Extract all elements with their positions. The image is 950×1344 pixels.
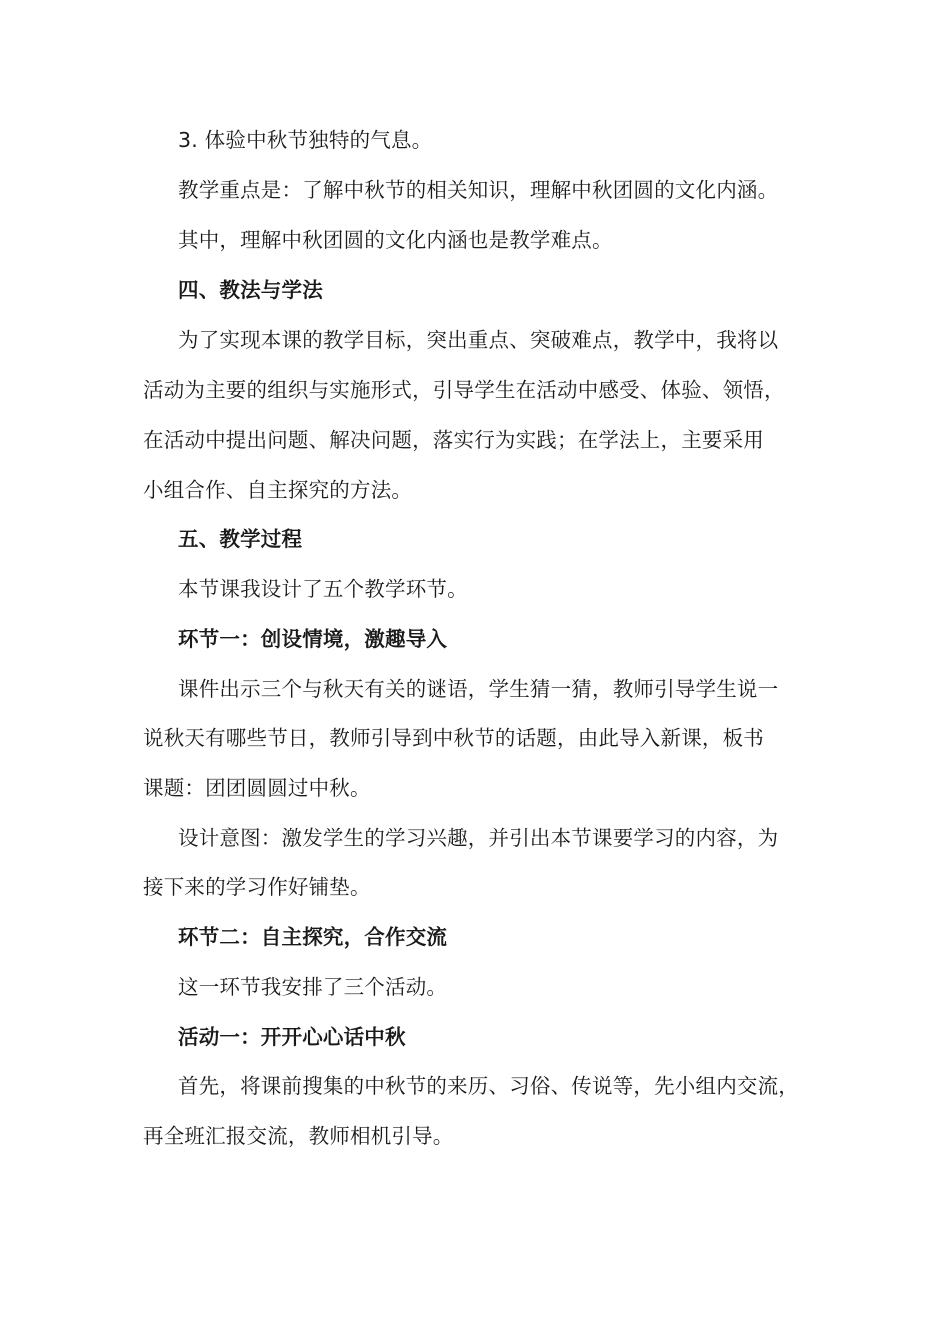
heading-activity-one: 活动一：开开心心话中秋 [178, 1025, 406, 1049]
paragraph-step-one-line: 课件出示三个与秋天有关的谜语，学生猜一猜，教师引导学生说一 [178, 677, 779, 701]
heading-process: 五、教学过程 [178, 527, 303, 551]
heading-methods: 四、教法与学法 [178, 278, 323, 302]
paragraph-step-two-intro: 这一环节我安排了三个活动。 [178, 975, 448, 999]
paragraph-methods-line: 活动为主要的组织与实施形式，引导学生在活动中感受、体验、领悟， [143, 378, 785, 402]
heading-step-one: 环节一：创设情境，激趣导入 [178, 627, 448, 651]
paragraph-activity-one-line: 首先，将课前搜集的中秋节的来历、习俗、传说等，先小组内交流， [178, 1074, 799, 1098]
paragraph-step-one-line: 课题：团团圆圆过中秋。 [143, 776, 371, 800]
paragraph-methods-line: 为了实现本课的教学目标，突出重点、突破难点，教学中，我将以 [178, 328, 779, 352]
paragraph-key-points: 教学重点是：了解中秋节的相关知识，理解中秋团圆的文化内涵。 [178, 178, 779, 202]
paragraph-methods-line: 小组合作、自主探究的方法。 [143, 478, 413, 502]
heading-step-two: 环节二：自主探究，合作交流 [178, 925, 448, 949]
paragraph-design-intent-line: 接下来的学习作好铺垫。 [143, 875, 371, 899]
paragraph-objective-3: 3. 体验中秋节独特的气息。 [178, 128, 433, 152]
paragraph-step-one-line: 说秋天有哪些节日，教师引导到中秋节的话题，由此导入新课，板书 [143, 726, 764, 750]
paragraph-activity-one-line: 再全班汇报交流，教师相机引导。 [143, 1124, 454, 1148]
paragraph-methods-line: 在活动中提出问题、解决问题，落实行为实践；在学法上，主要采用 [143, 428, 764, 452]
paragraph-difficulty: 其中，理解中秋团圆的文化内涵也是教学难点。 [178, 228, 613, 252]
paragraph-process-intro: 本节课我设计了五个教学环节。 [178, 577, 468, 601]
paragraph-design-intent-line: 设计意图：激发学生的学习兴趣，并引出本节课要学习的内容，为 [178, 826, 779, 850]
